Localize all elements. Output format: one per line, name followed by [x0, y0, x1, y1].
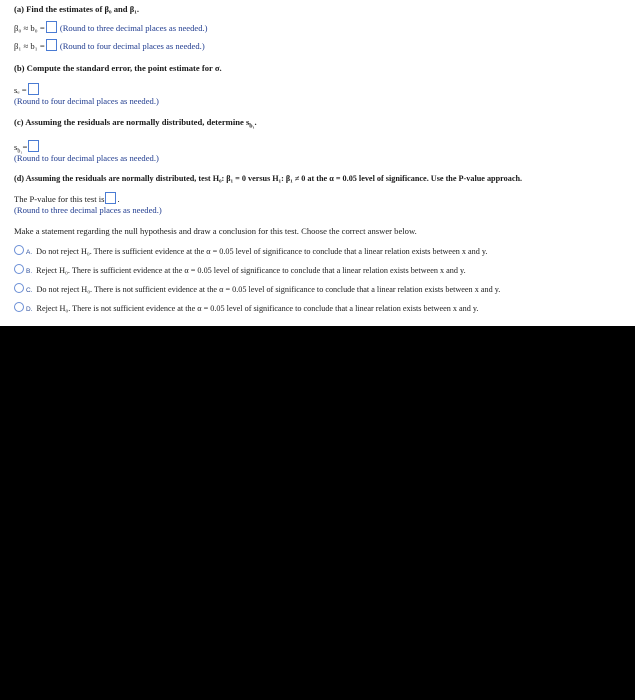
option-c[interactable] [14, 283, 500, 296]
black-overlay [0, 326, 635, 700]
b0-row [14, 21, 208, 34]
part-c-heading-text: (c) Assuming the residuals are normally distributed, determine s [14, 117, 250, 127]
b1-input[interactable] [46, 39, 57, 51]
part-c-heading-sub: b₁ [249, 123, 255, 130]
option-c-text: Do not reject H₀. There is not sufficient evidence at the α = 0.05 level of significance to conclude that a linear relation exists between x and y. [36, 285, 501, 294]
option-a[interactable] [14, 245, 487, 258]
option-a-letter: A. [26, 249, 33, 256]
se-input[interactable] [28, 83, 39, 95]
part-d-heading: (d) Assuming the residuals are normally distributed, test H₀: β₁ = 0 versus H₁: β₁ ≠ 0 at the α = 0.05 level of significance. Use the P-value approach. [14, 174, 523, 183]
sb1-label: s [14, 142, 18, 152]
option-b-text: Reject H₀. There is sufficient evidence at the α = 0.05 level of significance to conclude that a linear relation exists between x and y. [36, 266, 466, 275]
part-c-heading-end: . [254, 117, 257, 127]
part-c-heading [14, 117, 257, 128]
b0-input[interactable] [46, 21, 57, 33]
b1-label: β₁ ≈ b₁ = [14, 41, 45, 51]
b0-hint: (Round to three decimal places as needed.) [59, 23, 208, 33]
pvalue-label: The P-value for this test is [14, 194, 105, 204]
b1-hint: (Round to four decimal places as needed.) [59, 41, 205, 51]
part-b-heading: (b) Compute the standard error, the point estimate for σ. [14, 63, 222, 73]
option-c-radio[interactable] [14, 283, 24, 293]
option-b-radio[interactable] [14, 264, 24, 274]
option-a-radio[interactable] [14, 245, 24, 255]
pvalue-input[interactable] [105, 192, 116, 204]
part-d-hint: (Round to three decimal places as needed.) [14, 205, 162, 215]
option-b-letter: B. [26, 268, 33, 275]
option-d-text: Reject H₀. There is not sufficient evidence at the α = 0.05 level of significance to conclude that a linear relation exists between x and y. [36, 304, 479, 313]
part-c-hint: (Round to four decimal places as needed.) [14, 153, 159, 163]
sb1-eq: = [22, 142, 28, 152]
b0-label: β₀ ≈ b₀ = [14, 23, 45, 33]
se-label: sₑ = [14, 85, 27, 95]
option-b[interactable] [14, 264, 466, 277]
pvalue-row [14, 192, 120, 205]
sb1-row [14, 140, 40, 153]
option-c-letter: C. [26, 287, 33, 294]
option-d-radio[interactable] [14, 302, 24, 312]
option-d[interactable] [14, 302, 478, 315]
part-b-hint: (Round to four decimal places as needed.) [14, 96, 159, 106]
sb1-sub: b₁ [17, 148, 23, 155]
option-a-text: Do not reject H₀. There is sufficient evidence at the α = 0.05 level of significance to conclude that a linear relation exists between x and y. [36, 247, 488, 256]
pvalue-end: . [117, 194, 120, 204]
conclusion-question: Make a statement regarding the null hypothesis and draw a conclusion for this test. Choose the correct answer below. [14, 226, 417, 236]
option-d-letter: D. [26, 306, 33, 313]
b1-row [14, 39, 205, 52]
question-panel [0, 0, 635, 326]
part-a-heading: (a) Find the estimates of β₀ and β₁. [14, 4, 139, 14]
sb1-input[interactable] [28, 140, 39, 152]
se-row [14, 83, 40, 96]
